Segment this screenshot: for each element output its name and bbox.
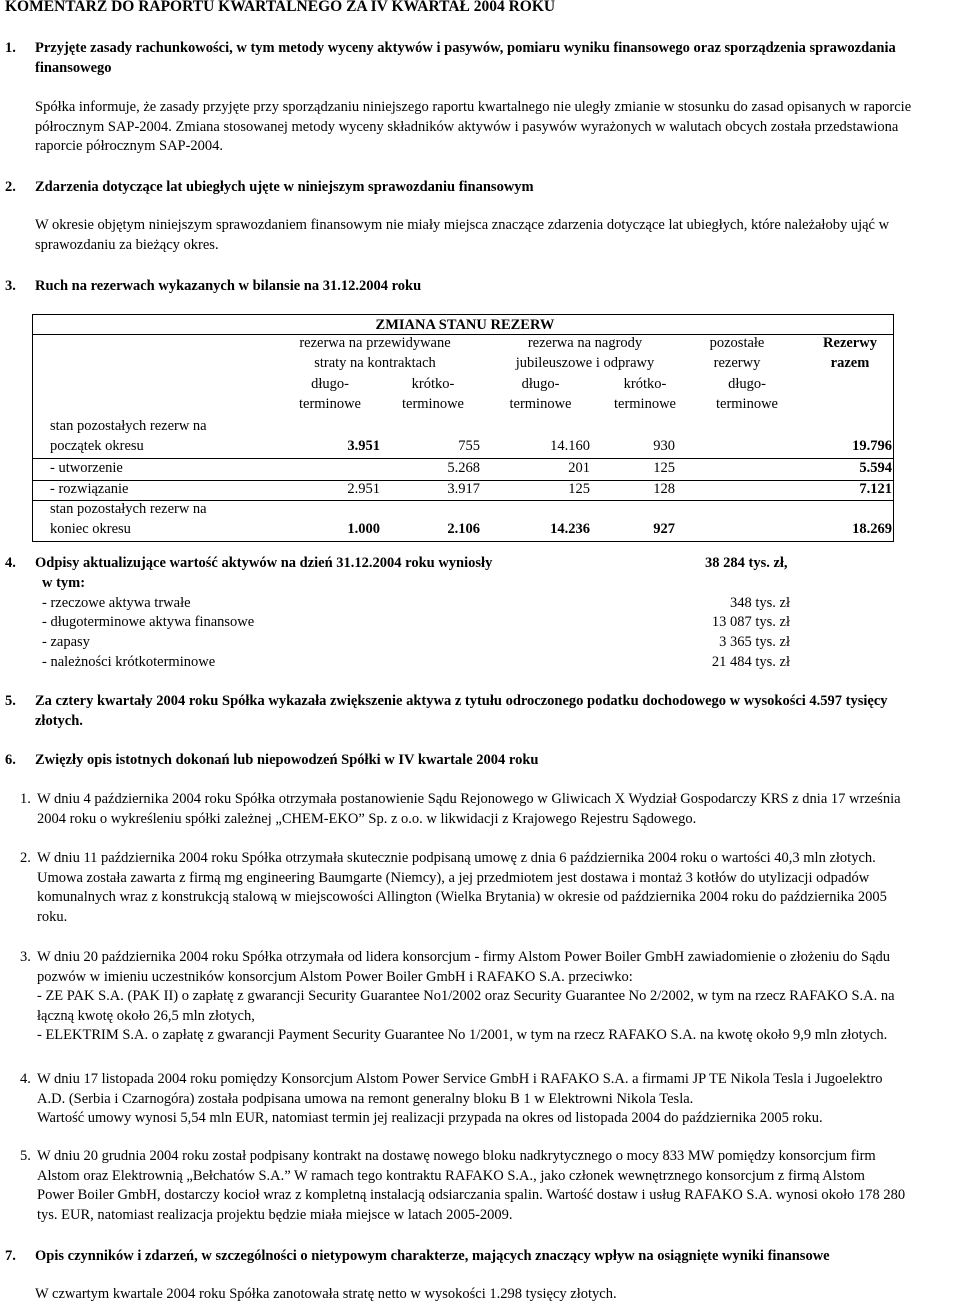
section-4-wtym: w tym: xyxy=(42,575,86,591)
event-number: 2. xyxy=(20,850,31,866)
writedown-label: - należności krótkoterminowe xyxy=(42,654,216,670)
section-7-heading: Opis czynników i zdarzeń, w szczególności o nietypowym charakterze, mających znaczący wpływ na osiągnięte wyniki finansowe xyxy=(35,1248,830,1264)
section-4-total: 38 284 tys. zł, xyxy=(705,555,788,571)
event-line: Alstom oraz Elektrownią „Bełchatów S.A.” W ramach tego kontraktu RAFAKO S.A., jako członek wewnętrznego konsorcjum z firmą Alstom xyxy=(37,1167,865,1184)
event-line: W dniu 4 października 2004 roku Spółka otrzymała postanowienie Sądu Rejonowego w Gliwicach X Wydział Gospodarczy KRS z dnia 17 września xyxy=(37,791,901,807)
event-line: 2004 roku o wykreśleniu spółki zależnej „CHEM-EKO” Sp. z o.o. w likwidacji z Krajowego Rejestru Sądowego. xyxy=(37,810,697,827)
row-label xyxy=(50,417,207,456)
section-2-heading: Zdarzenia dotyczące lat ubiegłych ujęte w niniejszym sprawozdaniu finansowym xyxy=(35,179,534,195)
table-cell: 3.951 xyxy=(347,438,380,454)
event-line: A.D. (Serbia i Czarnogóra) została podpisana umowa na remont generalny bloku B 1 w Elektrowni Nikola Tesla. xyxy=(37,1090,694,1107)
section-5-line: Za cztery kwartały 2004 roku Spółka wykazała zwiększenie aktywa z tytułu odroczonego podatku dochodowego w wysokości 4.597 tysięcy xyxy=(35,693,888,709)
table-cell: 2.951 xyxy=(347,481,380,497)
writedown-label: - długoterminowe aktywa finansowe xyxy=(42,614,255,630)
table-cell: 927 xyxy=(653,521,675,537)
section-6-heading: Zwięzły opis istotnych dokonań lub niepowodzeń Spółki w IV kwartale 2004 roku xyxy=(35,752,539,768)
col-group-line: rezerwa na przewidywane xyxy=(299,335,451,351)
section-6-number: 6. xyxy=(5,752,16,768)
col-sub-line: krótko- xyxy=(411,376,455,392)
page-title: KOMENTARZ DO RAPORTU KWARTALNEGO ZA IV KWARTAŁ 2004 ROKU xyxy=(5,0,556,15)
row-label-line: stan pozostałych rezerw na xyxy=(50,418,207,434)
event-number: 1. xyxy=(20,791,31,807)
section-2-line: sprawozdaniu za bieżący okres. xyxy=(35,236,219,253)
event-line: W dniu 20 października 2004 roku Spółka otrzymała od lidera konsorcjum - firmy Alstom Power Boiler GmbH zawiadomienie o złożeniu do Sądu xyxy=(37,949,891,965)
col-group-line: pozostałe xyxy=(709,335,765,351)
table-cell: 201 xyxy=(568,460,590,476)
section-3-heading: Ruch na rezerwach wykazanych w bilansie na 31.12.2004 roku xyxy=(35,278,422,294)
col-group-total xyxy=(800,334,900,373)
col-sub-line: długo- xyxy=(521,376,560,392)
event-line: - ZE PAK S.A. (PAK II) o zapłatę z gwarancji Security Guarantee No1/2002 oraz Security Guarantee No 2/2002, w tym na rzecz RAFAKO S.A. na xyxy=(37,988,895,1005)
col-group-other xyxy=(682,334,792,373)
col-sub-line: terminowe xyxy=(715,395,778,412)
table-cell: 18.269 xyxy=(852,521,892,537)
reserves-table xyxy=(30,314,896,542)
section-2-line: W okresie objętym niniejszym sprawozdaniem finansowym nie miały miejsca znaczące zdarzenia dotyczące lat ubiegłych, które należałoby ująć w xyxy=(35,217,890,233)
section-1-line: półrocznym SAP-2004. Zmiana stosowanej metody wyceny składników aktywów i pasywów wyrażonych w walutach obcych została przedstawiona xyxy=(35,118,899,135)
writedown-value: 348 tys. zł xyxy=(729,595,790,611)
table-cell: 14.160 xyxy=(550,438,590,454)
table-cell: 930 xyxy=(653,438,675,454)
table-cell: 5.268 xyxy=(447,460,480,476)
section-1-line: raporcie półrocznym SAP-2004. xyxy=(35,138,224,155)
event-line: komunalnych wraz z konstrukcją stalową w miejscowości Allington (Wielka Brytania) w okresie od października 2004 roku do października 2005 xyxy=(37,889,887,906)
row-label xyxy=(50,500,207,539)
event-line: pozwów w imieniu uczestników konsorcjum Alstom Power Boiler GmbH i RAFAKO S.A. przeciwko: xyxy=(37,968,633,985)
section-1-number: 1. xyxy=(5,40,16,56)
event-line: tys. EUR, natomiast realizacja projektu będzie miała miejsce w latach 2005-2009. xyxy=(37,1206,513,1223)
col-group-line: jubileuszowe i odprawy xyxy=(515,354,655,371)
table-cell: 14.236 xyxy=(550,521,590,537)
writedown-value: 21 484 tys. zł xyxy=(711,654,790,670)
section-1-heading-line: finansowego xyxy=(35,59,112,76)
writedown-value: 13 087 tys. zł xyxy=(711,614,790,630)
table-cell: 19.796 xyxy=(852,438,892,454)
col-sub-line: krótko- xyxy=(623,376,667,392)
col-group-line: Rezerwy xyxy=(823,335,877,351)
writedown-value: 3 365 tys. zł xyxy=(719,634,790,650)
writedown-label: - zapasy xyxy=(42,634,90,650)
col-group-line: straty na kontraktach xyxy=(314,354,436,371)
table-cell: 3.917 xyxy=(447,481,480,497)
col-long-term xyxy=(493,375,588,414)
writedown-label: - rzeczowe aktywa trwałe xyxy=(42,595,191,611)
row-label: - rozwiązanie xyxy=(50,481,129,497)
section-4-number: 4. xyxy=(5,555,16,571)
event-line: - ELEKTRIM S.A. o zapłatę z gwarancji Payment Security Guarantee No 1/2001, w tym na rzecz RAFAKO S.A. na kwotę około 9,9 mln złotych. xyxy=(37,1027,888,1044)
event-item xyxy=(37,1147,959,1225)
row-label-line: początek okresu xyxy=(50,437,144,454)
table-cell: 125 xyxy=(653,460,675,476)
table-cell: 7.121 xyxy=(859,481,892,497)
row-label-line: koniec okresu xyxy=(50,520,131,537)
col-sub-line: terminowe xyxy=(509,395,572,412)
col-sub-line: długo- xyxy=(728,376,766,392)
event-line: roku. xyxy=(37,908,68,925)
section-1-heading xyxy=(35,39,955,78)
section-1-heading-line: Przyjęte zasady rachunkowości, w tym metody wyceny aktywów i pasywów, pomiaru wyniku finansowego oraz sporządzenia sprawozdania xyxy=(35,40,896,56)
col-group-losses xyxy=(275,334,475,373)
table-cell: 2.106 xyxy=(447,521,480,537)
event-number: 5. xyxy=(20,1148,31,1164)
table-cell: 125 xyxy=(568,481,590,497)
event-number: 3. xyxy=(20,949,31,965)
section-1-line: Spółka informuje, że zasady przyjęte przy sporządzaniu niniejszego raportu kwartalnego nie uległy zmianie w stosunku do zasad opisanych w raporcie xyxy=(35,99,912,115)
event-line: Power Boiler GmbH, dostarczy kocioł wraz z kompletną instalacją odsiarczania spalin. Wartość dostaw i usług RAFAKO S.A. wynosi około 178 280 xyxy=(37,1187,906,1204)
event-line: Wartość umowy wynosi 5,54 mln EUR, natomiast termin jej realizacji przypada na okres od listopada 2004 do października 2005 roku. xyxy=(37,1110,823,1127)
event-line: W dniu 20 grudnia 2004 roku został podpisany kontrakt na dostawę nowego bloku nadkrytycznego o mocy 833 MW pomiędzy konsorcjum firm xyxy=(37,1148,876,1164)
col-sub-line: długo- xyxy=(311,376,349,392)
col-group-jubilee xyxy=(485,334,685,373)
event-line: łączną kwotę około 26,5 mln złotych, xyxy=(37,1007,255,1024)
section-2-number: 2. xyxy=(5,179,16,195)
section-5-number: 5. xyxy=(5,693,16,709)
col-short-term xyxy=(383,375,483,414)
col-group-line: rezerwy xyxy=(713,354,761,371)
table-title: ZMIANA STANU REZERW xyxy=(375,317,555,333)
event-line: Umowa została zawarta z firmą mg engineering Baumgarte (Niemcy), a jej przedmiotem jest dostawa i montaż 3 kotłów do utylizacji odpadów xyxy=(37,869,870,886)
section-7-body: W czwartym kwartale 2004 roku Spółka zanotowała stratę netto w wysokości 1.298 tysięcy złotych. xyxy=(35,1286,617,1302)
section-4-heading: Odpisy aktualizujące wartość aktywów na dzień 31.12.2004 roku wyniosły xyxy=(35,555,493,571)
event-item xyxy=(37,948,959,1046)
section-1-body xyxy=(35,98,960,157)
event-item xyxy=(37,849,959,927)
row-label: - utworzenie xyxy=(50,460,123,476)
event-line: W dniu 11 października 2004 roku Spółka otrzymała skutecznie podpisaną umowę z dnia 6 października 2004 roku o wartości 40,3 mln złotych. xyxy=(37,850,876,866)
col-sub-line: terminowe xyxy=(613,395,676,412)
col-long-term xyxy=(697,375,797,414)
col-long-term xyxy=(285,375,375,414)
col-sub-line: terminowe xyxy=(401,395,464,412)
table-cell: 1.000 xyxy=(347,521,380,537)
table-cell: 128 xyxy=(653,481,675,497)
row-label-line: stan pozostałych rezerw na xyxy=(50,501,207,517)
event-item xyxy=(37,1070,959,1129)
section-5-line: złotych. xyxy=(35,712,83,729)
section-7-number: 7. xyxy=(5,1248,16,1264)
table-cell: 5.594 xyxy=(859,460,892,476)
col-short-term xyxy=(595,375,695,414)
section-2-body xyxy=(35,216,960,255)
event-item xyxy=(37,790,959,829)
col-group-line: razem xyxy=(830,354,870,371)
event-line: W dniu 17 listopada 2004 roku pomiędzy Konsorcjum Alstom Power Service GmbH i RAFAKO S.A. a firmami JP TE Nikola Tesla i Jugoelektro xyxy=(37,1071,883,1087)
table-cell: 755 xyxy=(458,438,480,454)
section-3-number: 3. xyxy=(5,278,16,294)
section-5-body xyxy=(35,692,960,731)
col-group-line: rezerwa na nagrody xyxy=(527,335,643,351)
event-number: 4. xyxy=(20,1071,31,1087)
col-sub-line: terminowe xyxy=(298,395,361,412)
